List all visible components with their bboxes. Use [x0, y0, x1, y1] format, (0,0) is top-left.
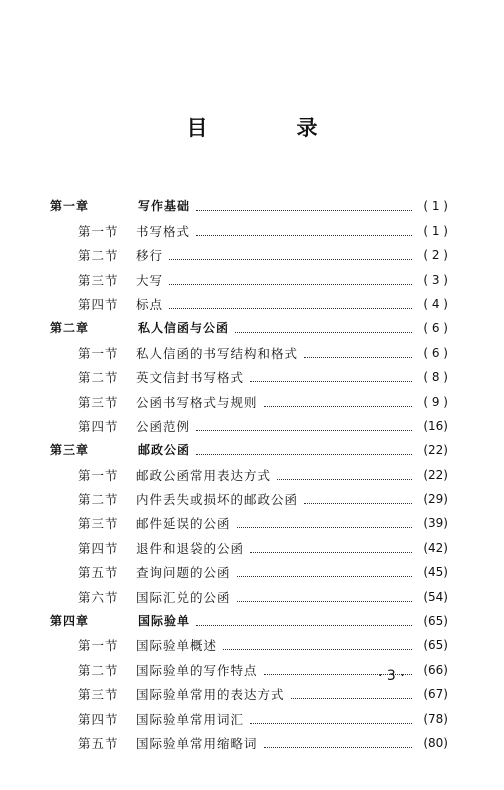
chapter-number: 第三章: [50, 443, 90, 458]
chapter-number: 第一章: [50, 199, 90, 214]
toc-section-row: [50, 580, 448, 604]
page-reference: (67): [423, 687, 448, 702]
section-number: 第二节: [78, 248, 119, 264]
dot-leader: [196, 430, 412, 431]
dot-leader: [264, 406, 412, 407]
section-number: 第四节: [78, 296, 119, 312]
page-reference: (45): [423, 565, 448, 580]
dot-leader: [250, 723, 412, 724]
dot-leader: [196, 210, 412, 211]
section-title: 国际验单的写作特点: [136, 662, 258, 678]
section-title: 公函范例: [136, 418, 191, 434]
dot-leader: [264, 747, 412, 748]
page-reference: (22): [423, 443, 448, 458]
toc-chapter-row: [50, 605, 448, 629]
toc-section-row: [50, 214, 448, 238]
toc-section-row: [50, 629, 448, 653]
dot-leader: [277, 479, 412, 480]
section-title: 邮件延误的公函: [136, 516, 231, 532]
section-title: 国际验单概述: [136, 638, 218, 654]
page-reference: (78): [423, 711, 448, 726]
dot-leader: [237, 576, 412, 577]
chapter-title: 写作基础: [138, 199, 191, 214]
page-reference: ( 3 ): [423, 272, 448, 287]
dot-leader: [250, 381, 412, 382]
toc-section-row: [50, 263, 448, 287]
section-title: 书写格式: [136, 223, 191, 239]
toc-chapter-row: [50, 190, 448, 214]
toc-section-row: [50, 727, 448, 751]
page-title: 目 录: [186, 116, 352, 140]
page-reference: (65): [423, 614, 448, 629]
page-reference: (29): [423, 492, 448, 507]
dot-leader: [169, 284, 412, 285]
toc-section-row: [50, 556, 448, 580]
page-reference: (65): [423, 638, 448, 653]
section-number: 第五节: [78, 735, 119, 751]
toc-section-row: [50, 702, 448, 726]
dot-leader: [196, 235, 412, 236]
page-reference: ( 2 ): [423, 248, 448, 263]
page-reference: (54): [423, 589, 448, 604]
page-reference: ( 6 ): [423, 345, 448, 360]
page-reference: (42): [423, 540, 448, 555]
toc-chapter-row: [50, 434, 448, 458]
section-number: 第一节: [78, 638, 119, 654]
section-title: 国际验单常用词汇: [136, 711, 245, 727]
toc-section-row: [50, 458, 448, 482]
chapter-number: 第二章: [50, 321, 90, 336]
dot-leader: [250, 552, 412, 553]
toc-section-row: [50, 410, 448, 434]
dot-leader: [304, 503, 412, 504]
section-number: 第三节: [78, 516, 119, 532]
chapter-title: 国际验单: [138, 614, 191, 629]
section-title: 公函书写格式与规则: [136, 394, 258, 410]
dot-leader: [237, 527, 412, 528]
page-reference: ( 8 ): [423, 370, 448, 385]
section-title: 内件丢失或损坏的邮政公函: [136, 492, 299, 508]
toc-section-row: [50, 361, 448, 385]
page-reference: (66): [423, 662, 448, 677]
section-number: 第六节: [78, 589, 119, 605]
dot-leader: [196, 454, 412, 455]
toc-section-row: [50, 385, 448, 409]
section-number: 第一节: [78, 467, 119, 483]
section-number: 第二节: [78, 662, 119, 678]
section-number: 第四节: [78, 540, 119, 556]
dot-leader: [291, 698, 412, 699]
toc-section-row: [50, 239, 448, 263]
toc-section-row: [50, 507, 448, 531]
section-title: 移行: [136, 248, 164, 264]
page-reference: ( 1 ): [423, 223, 448, 238]
section-title: 邮政公函常用表达方式: [136, 467, 272, 483]
page-reference: (80): [423, 735, 448, 750]
section-title: 退件和退袋的公函: [136, 540, 245, 556]
page-reference: ( 4 ): [423, 296, 448, 311]
section-title: 查询问题的公函: [136, 565, 231, 581]
page-reference: ( 9 ): [423, 394, 448, 409]
section-number: 第一节: [78, 223, 119, 239]
section-number: 第二节: [78, 370, 119, 386]
page-reference: ( 6 ): [423, 321, 448, 336]
section-title: 国际验单常用缩略词: [136, 735, 258, 751]
page-reference: ( 1 ): [423, 199, 448, 214]
dot-leader: [237, 601, 412, 602]
chapter-title: 私人信函与公函: [138, 321, 230, 336]
section-title: 私人信函的书写结构和格式: [136, 345, 299, 361]
toc-section-row: [50, 531, 448, 555]
section-number: 第四节: [78, 418, 119, 434]
section-title: 国际汇兑的公函: [136, 589, 231, 605]
toc-section-row: [50, 288, 448, 312]
section-title: 大写: [136, 272, 164, 288]
table-of-contents: [50, 190, 448, 751]
section-title: 英文信封书写格式: [136, 370, 245, 386]
section-number: 第三节: [78, 687, 119, 703]
section-title: 国际验单常用的表达方式: [136, 687, 285, 703]
section-number: 第三节: [78, 272, 119, 288]
dot-leader: [235, 332, 412, 333]
dot-leader: [169, 308, 412, 309]
section-number: 第三节: [78, 394, 119, 410]
section-number: 第五节: [78, 565, 119, 581]
page-reference: (39): [423, 516, 448, 531]
toc-chapter-row: [50, 312, 448, 336]
toc-section-row: [50, 483, 448, 507]
dot-leader: [304, 357, 412, 358]
section-number: 第四节: [78, 711, 119, 727]
toc-section-row: [50, 336, 448, 360]
chapter-title: 邮政公函: [138, 443, 191, 458]
page-number: · 3 ·: [378, 668, 405, 684]
dot-leader: [196, 625, 412, 626]
dot-leader: [169, 259, 412, 260]
dot-leader: [223, 649, 412, 650]
section-number: 第二节: [78, 492, 119, 508]
chapter-number: 第四章: [50, 614, 90, 629]
page-reference: (16): [423, 418, 448, 433]
section-number: 第一节: [78, 345, 119, 361]
section-title: 标点: [136, 296, 164, 312]
page-reference: (22): [423, 467, 448, 482]
